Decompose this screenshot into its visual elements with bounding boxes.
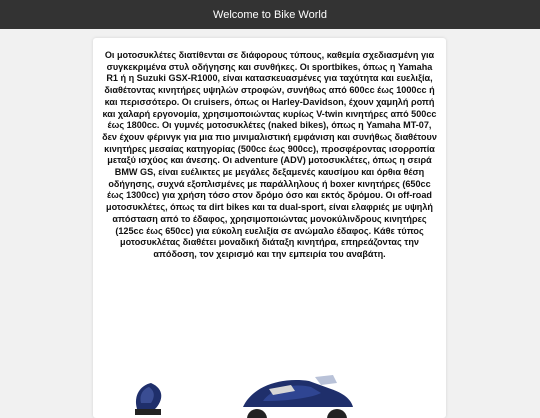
article-text: Οι μοτοσυκλέτες διατίθενται σε διάφορους τύπους, καθεμία σχεδιασμένη για συγκεκριμένα στυλ οδήγησης και συνθήκες. Οι sportbikes, όπως η Yamaha R1 ή η Suzuki GSX-R1000, είναι κατασκευασμένες για ταχύτητα και ευελιξία, διαθέτοντας κινητήρες υψηλών στροφών, συνήθως από 600cc έως 1000cc ή και περισσότερο. Οι cruisers, όπως οι Harley-Davidson, έχουν χαμηλή ροπή και χαλαρή εργονομία, χρησιμοποιώντας κυρίως V-twin κινητήρες από 500cc έως 1800cc. Οι γυμνές μοτοσυκλέτες (naked bikes), όπως η Yamaha MT-07, δεν έχουν φέρινγκ για μια πιο μινιμαλιστική εμφάνιση και συνήθως διαθέτουν κινητήρες μεσαίας κατηγορίας (500cc έως 900cc), προσφέροντας ισορροπία μεταξύ ισχύος και άνεσης. Οι adventure (ADV) μοτοσυκλέτες, όπως η σειρά BMW GS, είναι ευέλικτες με μεγάλες δεξαμενές καυσίμου και όρθια θέση οδήγησης, συχνά εξοπλισμένες με παράλληλους ή boxer κινητήρες (650cc έως 1300cc) για χρήση τόσο στον δρόμο όσο και εκτός δρόμου. Οι off-road μοτοσυκλέτες, όπως τα dirt bikes και τα dual-sport, είναι ελαφριές με υψηλή απόσταση από το έδαφος, χρησιμοποιώντας μονοκύλινδρους κινητήρες (125cc έως 650cc) για εύκολη ευελιξία σε ανώμαλο έδαφος. Κάθε τύπος μοτοσυκλέτας διαθέτει μοναδική διάταξη κινητήρα, επηρεάζοντας την απόδοση, τον χειρισμό και την εμπειρία του αναβάτη. [102, 50, 437, 259]
page-title: Welcome to Bike World [213, 8, 327, 21]
motorcycle-image-right [233, 367, 363, 418]
content-card [93, 38, 446, 418]
motorcycle-image-left [111, 375, 181, 418]
top-header-bar [0, 0, 540, 29]
bike-image-row [93, 363, 446, 418]
